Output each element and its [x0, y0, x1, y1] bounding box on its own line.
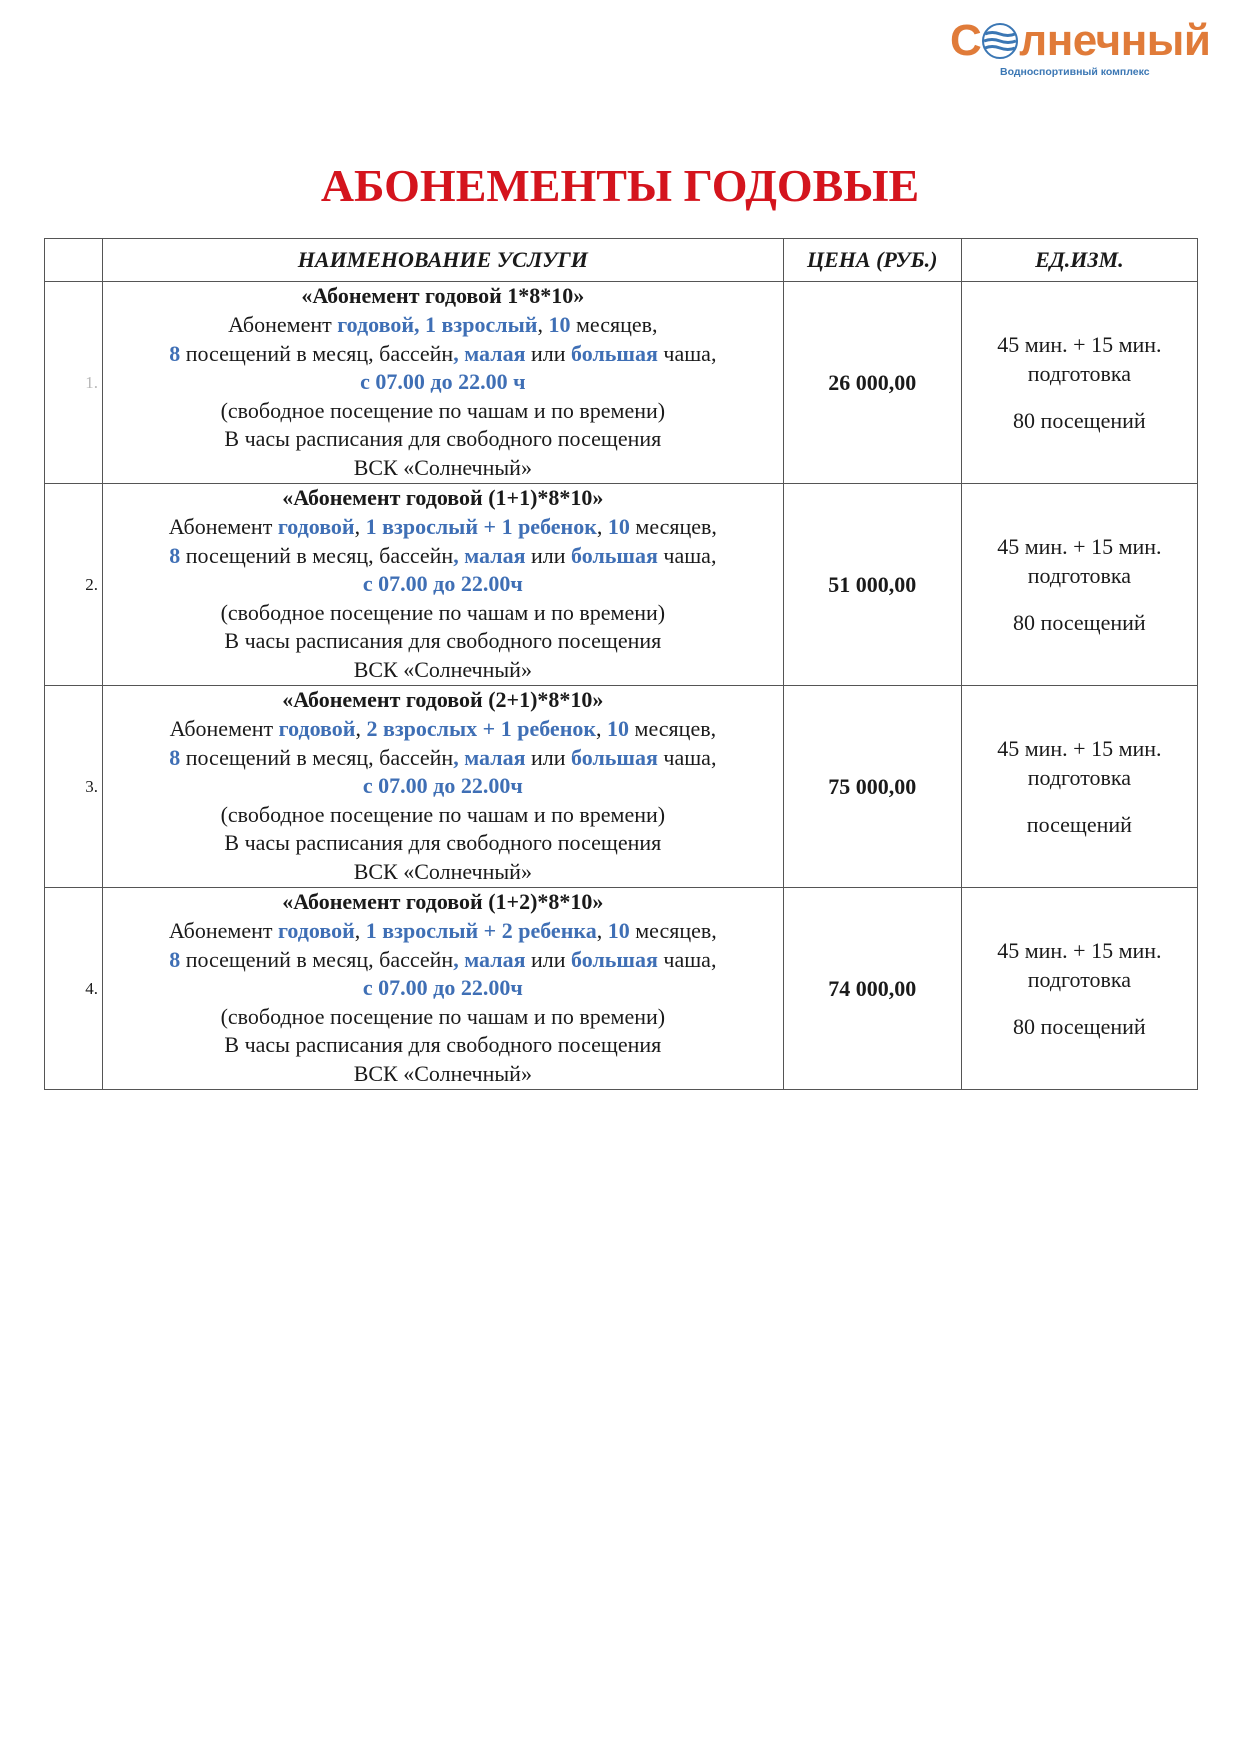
text-highlight: годовой — [278, 716, 356, 742]
service-description — [103, 484, 784, 686]
text-highlight: годовой — [277, 918, 355, 944]
text-plain: или — [525, 946, 572, 972]
row-number — [45, 282, 103, 484]
text-highlight: 1 взрослый + 1 ребенок — [365, 514, 597, 540]
service-description — [103, 888, 784, 1090]
service-line: В часы расписания для свободного посещения — [224, 830, 662, 856]
service-line: ВСК «Солнечный» — [353, 454, 532, 480]
service-unit — [961, 888, 1197, 1090]
unit-duration: 45 мин. + 15 мин. — [997, 736, 1162, 761]
price-table — [44, 238, 1198, 1090]
text-highlight: большая — [571, 542, 658, 568]
table-row — [45, 484, 1198, 686]
text-plain: чаша, — [657, 542, 717, 568]
text-highlight: 10 — [607, 514, 630, 540]
text-plain: , — [355, 716, 367, 742]
service-line: (свободное посещение по чашам и по времени) — [220, 801, 666, 827]
text-highlight: 8 — [169, 340, 181, 366]
text-plain: месяцев, — [629, 918, 717, 944]
brand-logo — [950, 18, 1212, 84]
unit-duration: 45 мин. + 15 мин. — [997, 534, 1162, 559]
text-plain: , — [596, 918, 608, 944]
header-service-name: НАИМЕНОВАНИЕ УСЛУГИ — [103, 239, 784, 282]
page-title: АБОНЕМЕНТЫ ГОДОВЫЕ — [320, 160, 920, 211]
text-highlight: большая — [571, 946, 658, 972]
text-highlight: 10 — [607, 716, 630, 742]
service-hours: с 07.00 до 22.00ч — [362, 975, 523, 1001]
unit-visits: посещений — [1026, 812, 1132, 837]
service-title: «Абонемент годовой (1+1)*8*10» — [282, 485, 604, 511]
unit-visits: 80 посещений — [1013, 1014, 1146, 1039]
service-unit — [961, 282, 1197, 484]
service-line — [103, 744, 783, 773]
service-line — [103, 715, 783, 744]
text-highlight: , малая — [453, 542, 526, 568]
text-plain: или — [525, 340, 572, 366]
brand-logo-subtitle: Водноспортивный комплекс — [1000, 66, 1150, 78]
text-highlight: , малая — [453, 744, 526, 770]
text-highlight: , малая — [453, 340, 526, 366]
text-plain: , — [537, 312, 549, 338]
text-plain: месяцев, — [629, 716, 717, 742]
unit-prep: подготовка — [1027, 967, 1132, 992]
text-plain: посещений в месяц, бассейн — [180, 542, 454, 568]
brand-logo-text-start: С — [950, 16, 982, 65]
text-highlight: годовой, 1 взрослый — [337, 312, 538, 338]
text-plain: чаша, — [657, 946, 717, 972]
service-description — [103, 282, 784, 484]
unit-prep: подготовка — [1027, 563, 1132, 588]
table-row — [45, 686, 1198, 888]
row-number: 4. — [45, 888, 103, 1090]
service-line: ВСК «Солнечный» — [353, 656, 532, 682]
header-unit: ЕД.ИЗМ. — [961, 239, 1197, 282]
text-plain: , — [596, 716, 608, 742]
water-globe-icon — [982, 23, 1018, 59]
service-hours: с 07.00 до 22.00ч — [362, 773, 523, 799]
text-plain: , — [354, 514, 366, 540]
service-line: (свободное посещение по чашам и по времени) — [220, 397, 666, 423]
text-plain: месяцев, — [629, 514, 717, 540]
service-line: (свободное посещение по чашам и по времени) — [220, 599, 666, 625]
text-plain: или — [525, 542, 572, 568]
service-price: 51 000,00 — [783, 484, 961, 686]
text-plain: Абонемент — [168, 514, 278, 540]
service-hours: с 07.00 до 22.00ч — [362, 571, 523, 597]
text-plain: , — [354, 918, 366, 944]
text-plain: , — [596, 514, 608, 540]
text-highlight: 1 взрослый + 2 ребенка — [365, 918, 597, 944]
service-line: ВСК «Солнечный» — [353, 1060, 532, 1086]
header-number — [45, 239, 103, 282]
text-plain: месяцев, — [570, 312, 658, 338]
table-row — [45, 888, 1198, 1090]
row-number-text: 1. — [85, 372, 99, 392]
text-plain: посещений в месяц, бассейн — [180, 946, 454, 972]
text-highlight: 8 — [169, 946, 181, 972]
text-highlight: большая — [571, 340, 658, 366]
service-line — [103, 946, 783, 975]
unit-visits: 80 посещений — [1013, 610, 1146, 635]
text-plain: Абонемент — [169, 716, 279, 742]
row-number: 2. — [45, 484, 103, 686]
text-plain: или — [525, 744, 572, 770]
text-highlight: годовой — [277, 514, 355, 540]
service-price: 74 000,00 — [783, 888, 961, 1090]
text-plain: посещений в месяц, бассейн — [180, 744, 454, 770]
text-plain: чаша, — [657, 744, 717, 770]
service-description — [103, 686, 784, 888]
brand-logo-text-end: лнечный — [1019, 16, 1211, 65]
service-hours: с 07.00 до 22.00 ч — [360, 369, 526, 395]
service-title: «Абонемент годовой (2+1)*8*10» — [282, 687, 604, 713]
service-line: В часы расписания для свободного посещения — [224, 1032, 662, 1058]
service-price: 26 000,00 — [783, 282, 961, 484]
text-highlight: 8 — [169, 542, 181, 568]
text-plain: Абонемент — [228, 312, 338, 338]
service-line — [103, 513, 783, 542]
text-highlight: 2 взрослых + 1 ребенок — [366, 716, 597, 742]
service-line: ВСК «Солнечный» — [353, 858, 532, 884]
service-unit — [961, 484, 1197, 686]
text-highlight: 8 — [169, 744, 181, 770]
text-plain: Абонемент — [168, 918, 278, 944]
service-line: (свободное посещение по чашам и по времени) — [220, 1003, 666, 1029]
service-line: В часы расписания для свободного посещения — [224, 426, 662, 452]
service-line — [103, 917, 783, 946]
text-plain: посещений в месяц, бассейн — [180, 340, 454, 366]
unit-duration: 45 мин. + 15 мин. — [997, 332, 1162, 357]
row-number: 3. — [45, 686, 103, 888]
unit-prep: подготовка — [1027, 361, 1132, 386]
text-highlight: 10 — [607, 918, 630, 944]
unit-duration: 45 мин. + 15 мин. — [997, 938, 1162, 963]
service-line — [103, 340, 783, 369]
text-highlight: 10 — [548, 312, 571, 338]
text-highlight: большая — [571, 744, 658, 770]
service-price: 75 000,00 — [783, 686, 961, 888]
header-price: ЦЕНА (РУБ.) — [783, 239, 961, 282]
brand-logo-wordmark — [950, 18, 1212, 64]
service-unit — [961, 686, 1197, 888]
service-title: «Абонемент годовой (1+2)*8*10» — [282, 889, 604, 915]
service-line — [103, 542, 783, 571]
unit-visits: 80 посещений — [1013, 408, 1146, 433]
text-highlight: , малая — [453, 946, 526, 972]
unit-prep: подготовка — [1027, 765, 1132, 790]
table-header-row — [45, 239, 1198, 282]
service-title: «Абонемент годовой 1*8*10» — [301, 283, 585, 309]
text-plain: чаша, — [657, 340, 717, 366]
service-line — [103, 311, 783, 340]
service-line: В часы расписания для свободного посещения — [224, 628, 662, 654]
table-row — [45, 282, 1198, 484]
